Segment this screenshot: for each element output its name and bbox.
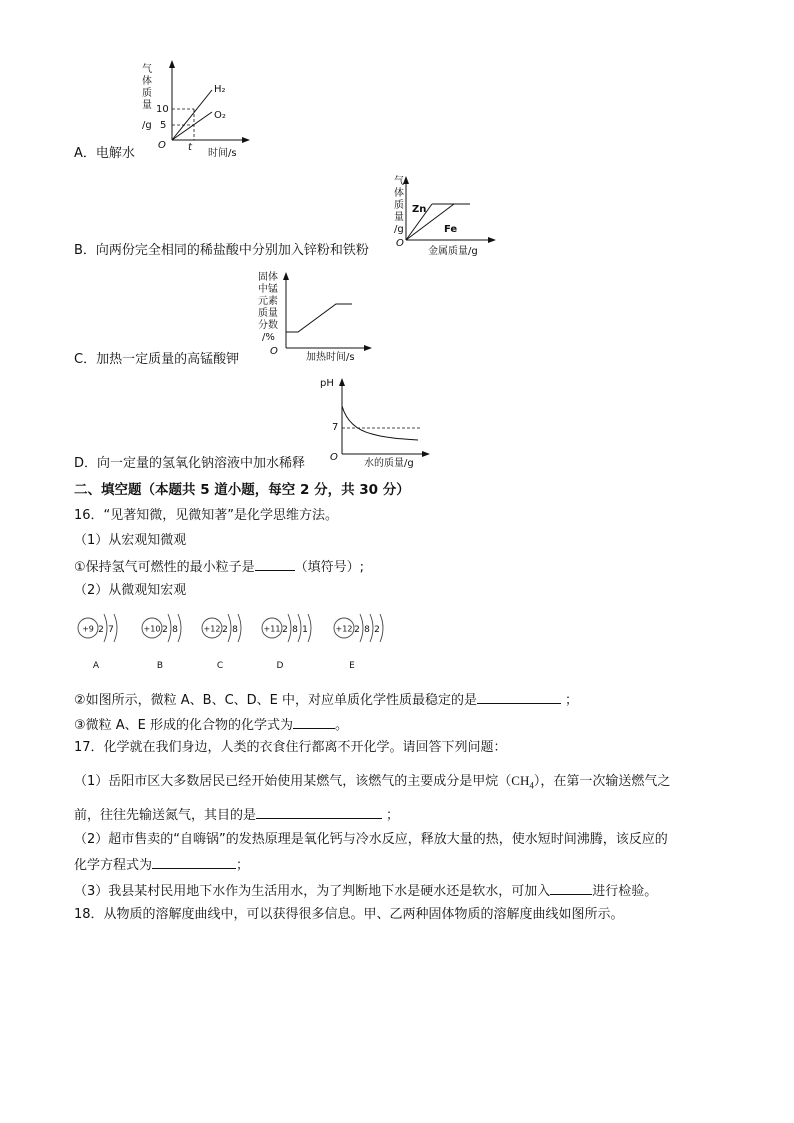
chart-c-xlabel: 加热时间/s [306,352,355,363]
chart-c-ylabel-3: 元素 [258,296,278,307]
shell-electron-count: 2 [98,625,104,635]
chart-b-xlabel: 金属质量/g [428,246,478,257]
q16-q3 [74,716,348,734]
chart-c-kmno4 [254,268,374,364]
q16-q2-text: ②如图所示，微粒 A、B、C、D、E 中，对应单质化学性质最稳定的是 [74,693,478,708]
chart-a-ytick-10: 10 [156,104,169,115]
q17-p1-line2-end: ； [386,808,400,823]
chart-a-origin: O [158,140,166,151]
chart-c-ylabel-6: /% [262,332,275,343]
chart-b-origin: O [396,238,404,249]
shell-electron-count: 2 [222,625,228,635]
q16-part2: （2）从微观知宏观 [74,583,187,598]
atom-c [202,614,241,671]
q17-part1-line1 [74,773,670,794]
q17-part2-line1: （2）超市售卖的“自嗨锅”的发热原理是氧化钙与冷水反应，释放大量的热，使水短时间沸腾，该反应的 [74,832,668,847]
atom-d [262,614,311,671]
chart-d-ylabel: pH [320,378,334,389]
chart-a-ytick-5: 5 [160,120,167,131]
chart-b-ylabel-1: 气 [394,176,404,187]
atom-label: E [349,661,355,671]
q16-q3-end: 。 [335,718,349,733]
chart-b-series-fe: Fe [444,224,458,235]
ch4-sub: 4 [529,780,534,791]
chart-a-electrolysis [140,60,250,160]
q16-q2 [74,691,578,709]
electron-shell [168,614,171,642]
chart-b-series-zn: Zn [412,204,427,215]
shell-electron-count: 2 [374,625,380,635]
shell-electron-count: 7 [108,625,114,635]
section-heading: 二、填空题（本题共 5 道小题，每空 2 分，共 30 分） [74,482,410,498]
q16-q2-blank[interactable] [477,691,561,704]
chart-c-ylabel-1: 固体 [258,272,278,283]
chart-a-series-o2: O₂ [214,110,226,121]
q16-stem: 16．“见著知微，见微知著”是化学思维方法。 [74,508,339,523]
ch4-main: CH [511,773,530,788]
atom-a [78,614,117,671]
q17-p2-line2-text: 化学方程式为 [74,858,153,873]
q16-q2-end: ； [565,693,579,708]
chart-b-ylabel-5: /g [394,224,404,235]
chart-b-metal-acid [392,172,502,262]
q17-part2-line2 [74,856,249,874]
shell-electron-count: 2 [354,625,360,635]
q17-p2-blank[interactable] [152,856,236,869]
ch4-formula [511,773,534,791]
shell-electron-count: 8 [232,625,238,635]
q16-q3-text: ③微粒 A、E 形成的化合物的化学式为 [74,718,294,733]
nucleus-charge: +10 [143,624,161,634]
atom-label: C [216,661,224,671]
shell-electron-count: 8 [172,625,178,635]
electron-shell [238,614,241,642]
chart-c-curve [286,304,352,332]
electron-shell [104,614,107,642]
chart-b-ylabel-3: 质 [394,200,404,211]
chart-a-series-h2: H₂ [214,84,226,95]
chart-a-ylabel-2: 体 [142,76,152,87]
q17-p1-text-b: ），在第一次输送燃气之 [533,774,671,789]
chart-a-ylabel-4: 量 [142,100,152,111]
atom-label: B [156,661,164,671]
option-d: D．向一定量的氢氧化钠溶液中加水稀释 [74,456,306,471]
electron-shell [308,614,311,642]
chart-b-ylabel-2: 体 [394,188,404,199]
nucleus-charge: +9 [82,624,94,634]
q17-stem: 17．化学就在我们身边，人类的衣食住行都离不开化学。请回答下列问题： [74,740,507,755]
atom-b [142,614,181,671]
chart-a-xtick-t: t [188,142,192,153]
shell-electron-count: 8 [292,625,298,635]
q17-p1-text-a: （1）岳阳市区大多数居民已经开始使用某燃气，该燃气的主要成分是甲烷（ [74,774,512,789]
chart-a-xlabel: 时间/s [208,148,237,159]
atom-label: A [92,661,100,671]
chart-d-curve [342,406,418,440]
electron-shell [360,614,363,642]
q16-q1 [74,558,364,576]
q17-p1-blank[interactable] [256,806,382,819]
chart-a-ylabel-3: 质 [142,88,152,99]
electron-shell [370,614,373,642]
shell-electron-count: 2 [282,625,288,635]
chart-c-origin: O [270,346,278,357]
nucleus-charge: +11 [263,624,281,634]
shell-electron-count: 2 [162,625,168,635]
option-b: B．向两份完全相同的稀盐酸中分别加入锌粉和铁粉 [74,243,369,258]
q16-q1-text: ①保持氢气可燃性的最小粒子是 [74,560,255,575]
atom-label: D [276,661,284,671]
chart-b-ylabel-4: 量 [394,212,404,223]
q18-stem: 18．从物质的溶解度曲线中，可以获得很多信息。甲、乙两种固体物质的溶解度曲线如图所示。 [74,907,624,922]
electron-shell [298,614,301,642]
electron-shell [288,614,291,642]
chart-d-ytick-7: 7 [332,422,339,433]
atom-e [334,614,383,671]
q16-q1-blank[interactable] [255,558,295,571]
q16-q3-blank[interactable] [293,716,335,729]
chart-a-line-h2 [172,90,212,140]
q17-p3-end: 进行检验。 [592,884,658,899]
nucleus-charge: +12 [335,624,353,634]
electron-shell [114,614,117,642]
chart-a-ylabel-1: 气 [142,64,152,75]
q17-p3-text: （3）我县某村民用地下水作为生活用水，为了判断地下水是硬水还是软水，可加入 [74,884,551,899]
chart-a-line-o2 [172,112,212,140]
chart-c-ylabel-4: 质量 [258,308,278,319]
chart-d-ph-dilution [320,372,434,468]
q17-p1-line2-text: 前，往往先输送氮气，其目的是 [74,808,257,823]
electron-shell [228,614,231,642]
chart-c-ylabel-2: 中锰 [258,284,278,295]
nucleus-charge: +12 [203,624,221,634]
chart-d-origin: O [330,452,338,463]
electron-shell [178,614,181,642]
q17-part3 [74,882,657,900]
q16-part1: （1）从宏观知微观 [74,533,187,548]
shell-electron-count: 8 [364,625,370,635]
atom-structure-diagrams [70,606,390,678]
chart-a-ylabel-5: /g [142,120,152,131]
chart-d-xlabel: 水的质量/g [364,458,414,469]
option-c: C．加热一定质量的高锰酸钾 [74,352,240,367]
shell-electron-count: 1 [302,625,308,635]
q17-part1-line2 [74,806,399,824]
q17-p3-blank[interactable] [550,882,592,895]
chart-c-ylabel-5: 分数 [258,320,278,331]
q16-q1-hint: （填符号）; [294,560,365,575]
option-a: A．电解水 [74,146,135,161]
q17-p2-line2-end: ； [236,858,250,873]
electron-shell [380,614,383,642]
